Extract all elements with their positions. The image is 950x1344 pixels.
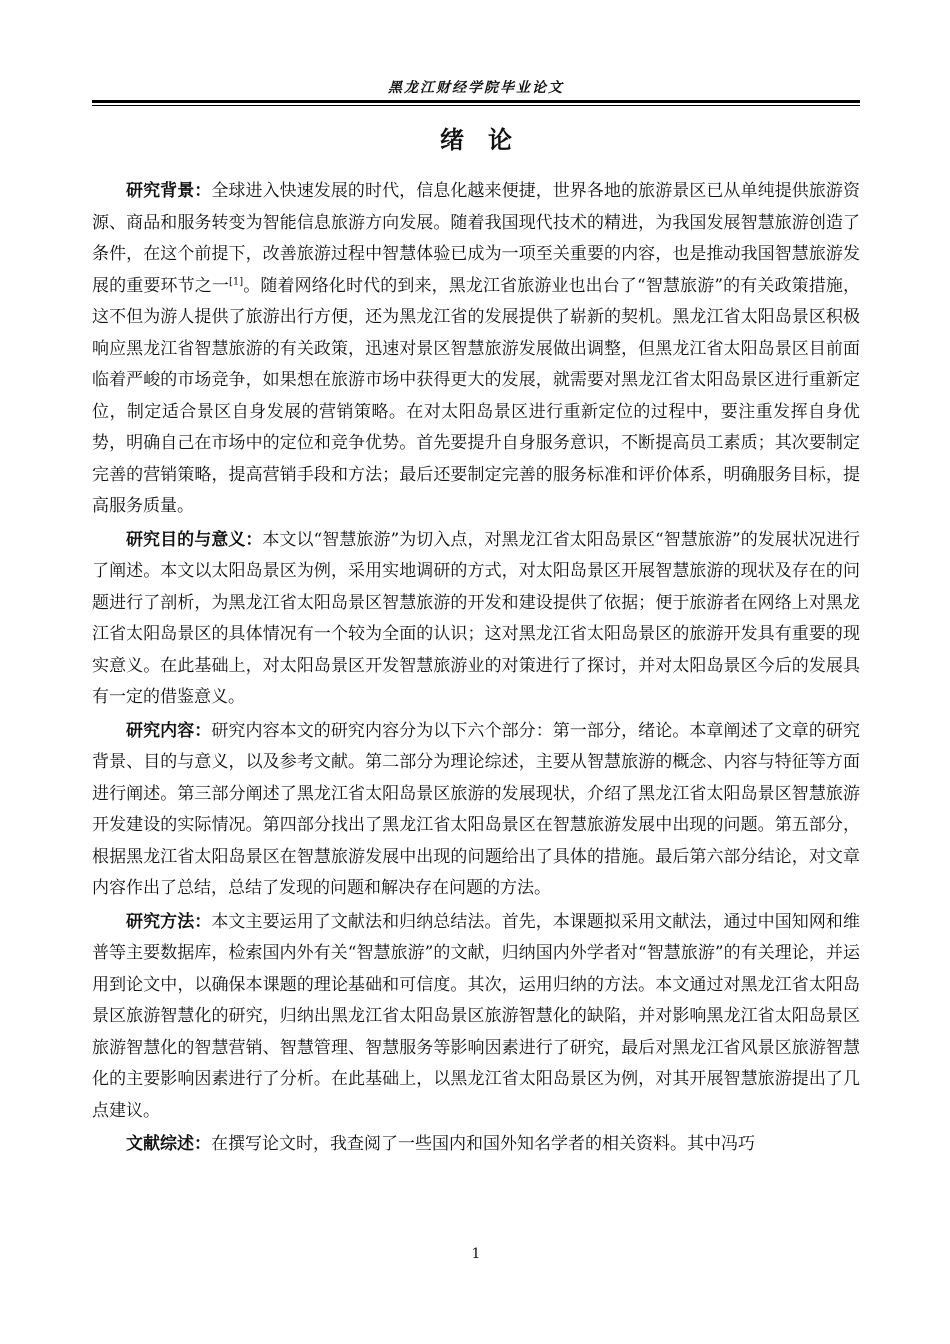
- paragraph-lead: 研究内容：: [126, 720, 212, 741]
- body-text: [92, 176, 860, 1163]
- paragraph-research-content: [92, 716, 860, 905]
- paragraph-literature-review: [92, 1129, 860, 1161]
- citation-ref: [1]: [228, 275, 244, 287]
- paragraph-lead: 研究目的与意义：: [126, 529, 263, 550]
- paragraph-text: 。随着网络化时代的到来，黑龙江省旅游业也出台了“智慧旅游”的有关政策措施，这不但为游人提供了旅游出行方便，还为黑龙江省的发展提供了崭新的契机。黑龙江省太阳岛景区积极响应黑龙江省智慧旅游的有关政策，迅速对景区智慧旅游发展做出调整，但黑龙江省太阳岛景区目前面临着严峻的市场竞争，如果想在旅游市场中获得更大的发展，就需要对黑龙江省太阳岛景区进行重新定位，制定适合景区自身发展的营销策略。在对太阳岛景区进行重新定位的过程中，要注重发挥自身优势，明确自己在市场中的定位和竞争优势。首先要提升自身服务意识，不断提高员工素质；其次要制定完善的营销策略，提高营销手段和方法；最后还要制定完善的服务标准和评价体系，明确服务目标，提高服务质量。: [92, 275, 860, 516]
- paragraph-lead: 研究背景：: [126, 181, 212, 201]
- paragraph-purpose-significance: [92, 525, 860, 714]
- page-number: 1: [471, 1246, 481, 1262]
- paragraph-text: 本文主要运用了文献法和归纳总结法。首先，本课题拟采用文献法，通过中国知网和维普等主要数据库，检索国内外有关“智慧旅游”的文献，归纳国内外学者对“智慧旅游”的有关理论，并运用到论文中，以确保本课题的理论基础和可信度。其次，运用归纳的方法。本文通过对黑龙江省太阳岛景区旅游智慧化的研究，归纳出黑龙江省太阳岛景区旅游智慧化的缺陷，并对影响黑龙江省太阳岛景区旅游智慧化的智慧营销、智慧管理、智慧服务等影响因素进行了研究，最后对黑龙江省风景区旅游智慧化的主要影响因素进行了分析。在此基础上，以黑龙江省太阳岛景区为例，对其开展智慧旅游提出了几点建议。: [92, 911, 861, 1121]
- paragraph-lead: 研究方法：: [126, 911, 212, 932]
- paragraph-text: 全球进入快速发展的时代，信息化越来便捷，世界各地的旅游景区已从单纯提供旅游资源、商品和服务转变为智能信息旅游方向发展。随着我国现代技术的精进，为我国发展智慧旅游创造了条件，在这个前提下，改善旅游过程中智慧体验已成为一项至关重要的内容，也是推动我国智慧旅游发展的重要环节之一: [92, 181, 861, 296]
- paragraph-lead: 文献综述：: [126, 1134, 211, 1154]
- header-rule-thin: [92, 105, 860, 106]
- paragraph-research-method: [92, 907, 860, 1128]
- paragraph-text: 在撰写论文时，我查阅了一些国内和国外知名学者的相关资料。其中冯巧: [211, 1134, 755, 1154]
- header-rule-thick: [92, 100, 860, 103]
- running-header: 黑龙江财经学院毕业论文: [388, 80, 564, 96]
- paragraph-research-background: [92, 176, 860, 523]
- chapter-title: 绪 论: [440, 125, 512, 154]
- paragraph-text: 本文以“智慧旅游”为切入点，对黑龙江省太阳岛景区“智慧旅游”的发展状况进行了阐述。本文以太阳岛景区为例，采用实地调研的方式，对太阳岛景区开展智慧旅游的现状及存在的问题进行了剖析，为黑龙江省太阳岛景区智慧旅游的开发和建设提供了依据；便于旅游者在网络上对黑龙江省太阳岛景区的具体情况有一个较为全面的认识；这对黑龙江省太阳岛景区的旅游开发具有重要的现实意义。在此基础上，对太阳岛景区开发智慧旅游业的对策进行了探讨，并对太阳岛景区今后的发展具有一定的借鉴意义。: [92, 529, 860, 707]
- paragraph-text: 研究内容本文的研究内容分为以下六个部分：第一部分，绪论。本章阐述了文章的研究背景、目的与意义，以及参考文献。第二部分为理论综述，主要从智慧旅游的概念、内容与特征等方面进行阐述。第三部分阐述了黑龙江省太阳岛景区旅游的发展现状，介绍了黑龙江省太阳岛景区智慧旅游开发建设的实际情况。第四部分找出了黑龙江省太阳岛景区在智慧旅游发展中出现的问题。第五部分，根据黑龙江省太阳岛景区在智慧旅游发展中出现的问题给出了具体的措施。最后第六部分结论，对文章内容作出了总结，总结了发现的问题和解决存在问题的方法。: [92, 720, 861, 898]
